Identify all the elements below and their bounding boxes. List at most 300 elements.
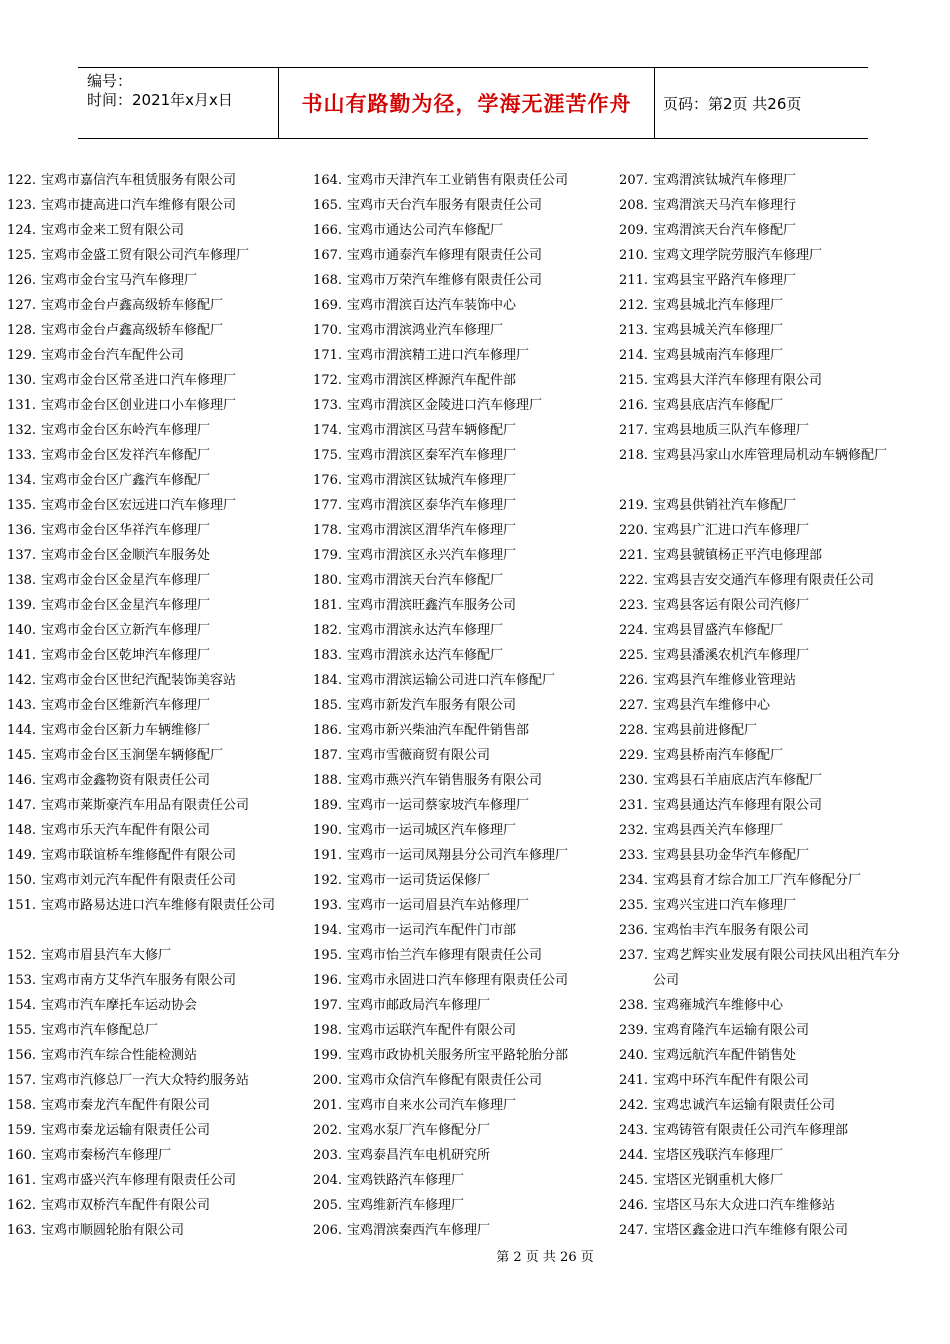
item-name: 宝鸡市一运司眉县汽车站修理厂 xyxy=(347,898,530,913)
list-column-1 xyxy=(0,168,300,1243)
list-item xyxy=(0,968,300,993)
item-number: 158. xyxy=(7,1098,36,1113)
item-number: 244. xyxy=(619,1148,648,1163)
item-number: 198. xyxy=(313,1023,342,1038)
item-name: 宝鸡市眉县汽车大修厂 xyxy=(41,948,172,963)
item-name: 宝鸡市金台区立新汽车修理厂 xyxy=(41,623,211,638)
item-name: 宝鸡县广汇进口汽车修理厂 xyxy=(653,523,810,538)
list-item xyxy=(612,443,942,493)
item-number: 213. xyxy=(619,323,648,338)
list-item xyxy=(306,1193,616,1218)
item-number: 185. xyxy=(313,698,342,713)
item-name: 宝鸡市雪薇商贸有限公司 xyxy=(347,748,491,763)
item-name: 宝鸡市渭滨区渭华汽车修理厂 xyxy=(347,523,517,538)
list-item xyxy=(0,293,300,318)
list-item xyxy=(0,218,300,243)
list-item xyxy=(306,218,616,243)
item-number: 179. xyxy=(313,548,342,563)
item-number: 188. xyxy=(313,773,342,788)
list-item xyxy=(306,743,616,768)
item-name: 宝鸡县城关汽车修理厂 xyxy=(653,323,784,338)
header-page-label: 页码：第2页 共26页 xyxy=(663,94,802,113)
item-number: 223. xyxy=(619,598,648,613)
item-name: 宝鸡市金来工贸有限公司 xyxy=(41,223,185,238)
item-number: 187. xyxy=(313,748,342,763)
item-name: 宝鸡市永固进口汽车修理有限责任公司 xyxy=(347,973,569,988)
item-name: 宝鸡市天台汽车服务有限责任公司 xyxy=(347,198,543,213)
list-item xyxy=(0,768,300,793)
list-item xyxy=(612,618,942,643)
item-number: 229. xyxy=(619,748,648,763)
list-item xyxy=(306,243,616,268)
item-number: 196. xyxy=(313,973,342,988)
item-name: 宝鸡县桥南汽车修配厂 xyxy=(653,748,784,763)
item-number: 225. xyxy=(619,648,648,663)
list-item xyxy=(612,168,942,193)
item-name: 宝鸡泰昌汽车电机研究所 xyxy=(347,1148,491,1163)
item-number: 214. xyxy=(619,348,648,363)
item-number: 134. xyxy=(7,473,36,488)
list-item xyxy=(612,1193,942,1218)
list-item xyxy=(0,718,300,743)
item-number: 148. xyxy=(7,823,36,838)
item-number: 129. xyxy=(7,348,36,363)
item-number: 135. xyxy=(7,498,36,513)
list-item xyxy=(0,1068,300,1093)
list-item xyxy=(306,1068,616,1093)
list-item xyxy=(612,418,942,443)
item-name: 宝鸡市金台区华祥汽车修理厂 xyxy=(41,523,211,538)
item-name: 宝鸡市金台区发祥汽车修配厂 xyxy=(41,448,211,463)
list-item xyxy=(0,518,300,543)
list-item xyxy=(612,393,942,418)
list-item xyxy=(0,618,300,643)
header-motto: 书山有路勤为径，学海无涯苦作舟 xyxy=(279,68,655,138)
item-number: 170. xyxy=(313,323,342,338)
item-name: 宝鸡中环汽车配件有限公司 xyxy=(653,1073,810,1088)
list-item xyxy=(612,668,942,693)
item-number: 192. xyxy=(313,873,342,888)
item-name: 宝鸡市盛兴汽车修理有限责任公司 xyxy=(41,1173,237,1188)
list-column-2 xyxy=(306,168,616,1243)
item-name: 宝鸡市金台区广鑫汽车修配厂 xyxy=(41,473,211,488)
list-item xyxy=(0,1143,300,1168)
item-name: 宝鸡渭滨天台汽车修配厂 xyxy=(653,223,797,238)
item-number: 138. xyxy=(7,573,36,588)
item-name: 宝鸡维新汽车修理厂 xyxy=(347,1198,465,1213)
list-item xyxy=(0,818,300,843)
item-number: 164. xyxy=(313,173,342,188)
list-item xyxy=(612,218,942,243)
item-name: 宝鸡市新发汽车服务有限公司 xyxy=(347,698,517,713)
item-name: 宝鸡市金盛工贸有限公司汽车修理厂 xyxy=(41,248,250,263)
list-item xyxy=(0,1168,300,1193)
list-item xyxy=(612,918,942,943)
item-number: 122. xyxy=(7,173,36,188)
list-item xyxy=(306,1093,616,1118)
item-number: 175. xyxy=(313,448,342,463)
item-name: 宝鸡市众信汽车修配有限责任公司 xyxy=(347,1073,543,1088)
item-name: 宝鸡县县功金华汽车修配厂 xyxy=(653,848,810,863)
item-number: 232. xyxy=(619,823,648,838)
item-number: 160. xyxy=(7,1148,36,1163)
item-number: 246. xyxy=(619,1198,648,1213)
item-name: 宝鸡市渭滨区马营车辆修配厂 xyxy=(347,423,517,438)
list-item xyxy=(0,643,300,668)
item-name: 宝鸡县冯家山水库管理局机动车辆修配厂 xyxy=(653,448,888,463)
item-number: 205. xyxy=(313,1198,342,1213)
item-name: 宝鸡县西关汽车修理厂 xyxy=(653,823,784,838)
list-item xyxy=(0,168,300,193)
list-item xyxy=(612,268,942,293)
list-item xyxy=(612,343,942,368)
list-item xyxy=(612,593,942,618)
item-name: 宝鸡雍城汽车维修中心 xyxy=(653,998,784,1013)
item-name: 宝鸡市政协机关服务所宝平路轮胎分部 xyxy=(347,1048,569,1063)
list-item xyxy=(306,893,616,918)
item-name: 宝鸡县地质三队汽车修理厂 xyxy=(653,423,810,438)
item-name: 宝鸡铁路汽车修理厂 xyxy=(347,1173,465,1188)
item-number: 183. xyxy=(313,648,342,663)
item-number: 139. xyxy=(7,598,36,613)
list-item xyxy=(0,593,300,618)
list-item xyxy=(612,293,942,318)
list-item xyxy=(0,1218,300,1243)
item-name: 宝鸡市新兴柴油汽车配件销售部 xyxy=(347,723,530,738)
item-name: 宝鸡市金台区维新汽车修理厂 xyxy=(41,698,211,713)
item-number: 168. xyxy=(313,273,342,288)
item-name: 宝鸡市一运司凤翔县分公司汽车修理厂 xyxy=(347,848,569,863)
item-name: 宝鸡市金台区常圣进口汽车修理厂 xyxy=(41,373,237,388)
item-name: 宝鸡渭滨天马汽车修理行 xyxy=(653,198,797,213)
item-number: 228. xyxy=(619,723,648,738)
item-number: 182. xyxy=(313,623,342,638)
item-name: 宝鸡市乐天汽车配件有限公司 xyxy=(41,823,211,838)
list-item xyxy=(0,443,300,468)
item-name: 宝鸡县大洋汽车修理有限公司 xyxy=(653,373,823,388)
list-item xyxy=(0,1018,300,1043)
list-item xyxy=(306,568,616,593)
item-name: 宝鸡文理学院劳服汽车修理厂 xyxy=(653,248,823,263)
item-name: 宝鸡市渭滨精工进口汽车修理厂 xyxy=(347,348,530,363)
list-item xyxy=(612,643,942,668)
item-number: 150. xyxy=(7,873,36,888)
item-number: 237. xyxy=(619,948,648,963)
item-number: 172. xyxy=(313,373,342,388)
item-name: 宝鸡市金台宝马汽车修理厂 xyxy=(41,273,198,288)
item-name: 宝鸡市自来水公司汽车修理厂 xyxy=(347,1098,517,1113)
item-number: 239. xyxy=(619,1023,648,1038)
list-item xyxy=(306,768,616,793)
list-item xyxy=(306,493,616,518)
item-name: 宝鸡市秦龙汽车配件有限公司 xyxy=(41,1098,211,1113)
item-name: 宝鸡市汽车摩托车运动协会 xyxy=(41,998,198,1013)
item-name: 宝鸡育隆汽车运输有限公司 xyxy=(653,1023,810,1038)
item-number: 197. xyxy=(313,998,342,1013)
item-name: 宝鸡县前进修配厂 xyxy=(653,723,758,738)
item-name: 宝鸡渭滨秦西汽车修理厂 xyxy=(347,1223,491,1238)
item-name: 宝鸡市顺圆轮胎有限公司 xyxy=(41,1223,185,1238)
item-number: 247. xyxy=(619,1223,648,1238)
item-name: 宝鸡市渭滨旺鑫汽车服务公司 xyxy=(347,598,517,613)
list-item xyxy=(306,1018,616,1043)
list-item xyxy=(612,1168,942,1193)
item-name: 宝鸡市金台区金星汽车修理厂 xyxy=(41,573,211,588)
list-item xyxy=(612,768,942,793)
item-name: 宝鸡市秦龙运输有限责任公司 xyxy=(41,1123,211,1138)
item-number: 233. xyxy=(619,848,648,863)
list-item xyxy=(612,1093,942,1118)
item-name: 宝鸡市金台汽车配件公司 xyxy=(41,348,185,363)
item-name: 宝鸡市汽车修配总厂 xyxy=(41,1023,159,1038)
item-name: 宝鸡市金台区乾坤汽车修理厂 xyxy=(41,648,211,663)
list-item xyxy=(306,918,616,943)
item-name: 宝鸡市金台区世纪汽配装饰美容站 xyxy=(41,673,237,688)
item-name: 宝鸡市一运司城区汽车修理厂 xyxy=(347,823,517,838)
item-number: 141. xyxy=(7,648,36,663)
list-item xyxy=(306,168,616,193)
item-number: 128. xyxy=(7,323,36,338)
item-name: 宝鸡市联谊桥车维修配件有限公司 xyxy=(41,848,237,863)
list-item xyxy=(306,468,616,493)
item-name: 宝鸡市通达公司汽车修配厂 xyxy=(347,223,504,238)
list-item xyxy=(612,868,942,893)
item-name: 宝鸡市渭滨区金陵进口汽车修理厂 xyxy=(347,398,543,413)
item-name: 宝鸡市怡兰汽车修理有限责任公司 xyxy=(347,948,543,963)
item-name: 宝鸡县客运有限公司汽修厂 xyxy=(653,598,810,613)
list-item xyxy=(306,843,616,868)
list-item xyxy=(306,668,616,693)
item-number: 154. xyxy=(7,998,36,1013)
number-label: 编号： xyxy=(87,72,133,90)
item-name: 宝鸡县虢镇杨正平汽电修理部 xyxy=(653,548,823,563)
item-name: 宝鸡市天津汽车工业销售有限责任公司 xyxy=(347,173,569,188)
item-number: 142. xyxy=(7,673,36,688)
item-name: 宝鸡市渭滨永达汽车修理厂 xyxy=(347,623,504,638)
item-name: 宝鸡市刘元汽车配件有限责任公司 xyxy=(41,873,237,888)
item-number: 124. xyxy=(7,223,36,238)
item-number: 200. xyxy=(313,1073,342,1088)
item-name: 宝鸡市运联汽车配件有限公司 xyxy=(347,1023,517,1038)
item-number: 184. xyxy=(313,673,342,688)
item-name: 宝鸡市汽修总厂一汽大众特约服务站 xyxy=(41,1073,250,1088)
list-item xyxy=(0,1043,300,1068)
list-item xyxy=(306,418,616,443)
item-number: 206. xyxy=(313,1223,342,1238)
item-number: 235. xyxy=(619,898,648,913)
item-number: 227. xyxy=(619,698,648,713)
item-number: 140. xyxy=(7,623,36,638)
item-name: 宝鸡市金台区玉涧堡车辆修配厂 xyxy=(41,748,224,763)
list-item xyxy=(0,693,300,718)
item-number: 226. xyxy=(619,673,648,688)
item-number: 222. xyxy=(619,573,648,588)
list-item xyxy=(306,818,616,843)
item-number: 147. xyxy=(7,798,36,813)
item-number: 241. xyxy=(619,1073,648,1088)
item-number: 199. xyxy=(313,1048,342,1063)
list-item xyxy=(306,693,616,718)
list-item xyxy=(0,1093,300,1118)
list-item xyxy=(306,293,616,318)
item-name: 宝鸡市万荣汽车维修有限责任公司 xyxy=(347,273,543,288)
item-name: 宝鸡县底店汽车修配厂 xyxy=(653,398,784,413)
list-item xyxy=(612,893,942,918)
item-number: 201. xyxy=(313,1098,342,1113)
item-name: 宝鸡铸管有限责任公司汽车修理部 xyxy=(653,1123,849,1138)
item-number: 125. xyxy=(7,248,36,263)
item-name: 宝鸡市渭滨运输公司进口汽车修配厂 xyxy=(347,673,556,688)
item-name: 宝鸡市金台卢鑫高级轿车修配厂 xyxy=(41,298,224,313)
item-name: 宝鸡市通泰汽车修理有限责任公司 xyxy=(347,248,543,263)
item-name: 宝鸡县冒盛汽车修配厂 xyxy=(653,623,784,638)
list-item xyxy=(306,443,616,468)
item-number: 194. xyxy=(313,923,342,938)
list-item xyxy=(306,518,616,543)
item-name: 宝鸡市金台区东岭汽车修理厂 xyxy=(41,423,211,438)
item-name: 宝鸡远航汽车配件销售处 xyxy=(653,1048,797,1063)
item-number: 186. xyxy=(313,723,342,738)
item-name: 宝鸡县城南汽车修理厂 xyxy=(653,348,784,363)
item-name: 宝鸡县潘溪农机汽车修理厂 xyxy=(653,648,810,663)
item-number: 145. xyxy=(7,748,36,763)
list-item xyxy=(612,568,942,593)
item-name: 宝鸡市金鑫物资有限责任公司 xyxy=(41,773,211,788)
item-number: 169. xyxy=(313,298,342,313)
list-item xyxy=(306,968,616,993)
item-name: 宝鸡市渭滨区钛城汽车修理厂 xyxy=(347,473,517,488)
page-header xyxy=(78,67,868,139)
item-name: 宝鸡市渭滨百达汽车装饰中心 xyxy=(347,298,517,313)
item-name: 宝鸡市渭滨天台汽车修配厂 xyxy=(347,573,504,588)
list-item xyxy=(0,468,300,493)
list-item xyxy=(612,1218,942,1243)
item-number: 238. xyxy=(619,998,648,1013)
item-name: 宝鸡怡丰汽车服务有限公司 xyxy=(653,923,810,938)
item-name: 宝塔区残联汽车修理厂 xyxy=(653,1148,784,1163)
list-item xyxy=(0,243,300,268)
list-item xyxy=(612,793,942,818)
item-number: 193. xyxy=(313,898,342,913)
item-number: 131. xyxy=(7,398,36,413)
item-name: 宝鸡市渭滨永达汽车修配厂 xyxy=(347,648,504,663)
list-item xyxy=(0,843,300,868)
list-item xyxy=(612,993,942,1018)
item-name: 宝鸡县育才综合加工厂汽车修配分厂 xyxy=(653,873,862,888)
item-name: 宝鸡市金台区创业进口小车修理厂 xyxy=(41,398,237,413)
item-number: 153. xyxy=(7,973,36,988)
list-item xyxy=(612,243,942,268)
item-name: 宝鸡县汽车维修业管理站 xyxy=(653,673,797,688)
item-number: 165. xyxy=(313,198,342,213)
item-number: 204. xyxy=(313,1173,342,1188)
item-name: 宝鸡县吉安交通汽车修理有限责任公司 xyxy=(653,573,875,588)
item-name: 宝鸡市金台区宏远进口汽车修理厂 xyxy=(41,498,237,513)
item-name: 宝鸡市金台区金星汽车修理厂 xyxy=(41,598,211,613)
item-number: 156. xyxy=(7,1048,36,1063)
list-item xyxy=(612,818,942,843)
list-item xyxy=(612,1143,942,1168)
list-item xyxy=(0,993,300,1018)
item-number: 166. xyxy=(313,223,342,238)
list-item xyxy=(306,618,616,643)
item-number: 217. xyxy=(619,423,648,438)
item-name: 宝鸡市渭滨区秦军汽车修理厂 xyxy=(347,448,517,463)
item-number: 161. xyxy=(7,1173,36,1188)
header-meta xyxy=(78,68,279,138)
list-item xyxy=(0,268,300,293)
item-number: 162. xyxy=(7,1198,36,1213)
list-item xyxy=(306,393,616,418)
list-item xyxy=(306,593,616,618)
list-item xyxy=(0,568,300,593)
item-name: 宝鸡市捷高进口汽车维修有限公司 xyxy=(41,198,237,213)
list-item xyxy=(612,943,942,993)
list-column-3 xyxy=(612,168,942,1243)
list-item xyxy=(612,368,942,393)
item-name: 宝鸡市渭滨区桦源汽车配件部 xyxy=(347,373,517,388)
item-number: 190. xyxy=(313,823,342,838)
item-number: 123. xyxy=(7,198,36,213)
list-item xyxy=(612,318,942,343)
item-number: 218. xyxy=(619,448,648,463)
time-label: 时间：2021年x月x日 xyxy=(87,91,233,109)
item-number: 210. xyxy=(619,248,648,263)
item-number: 149. xyxy=(7,848,36,863)
item-number: 207. xyxy=(619,173,648,188)
item-number: 137. xyxy=(7,548,36,563)
item-number: 215. xyxy=(619,373,648,388)
page-footer: 第 2 页 共 26 页 xyxy=(496,1250,594,1265)
item-number: 240. xyxy=(619,1048,648,1063)
list-item xyxy=(306,318,616,343)
list-item xyxy=(0,193,300,218)
item-name: 宝鸡市邮政局汽车修理厂 xyxy=(347,998,491,1013)
list-item xyxy=(306,1043,616,1068)
item-number: 143. xyxy=(7,698,36,713)
item-number: 230. xyxy=(619,773,648,788)
item-name: 宝鸡县供销社汽车修配厂 xyxy=(653,498,797,513)
list-item xyxy=(0,743,300,768)
list-item xyxy=(612,193,942,218)
item-name: 宝鸡渭滨钛城汽车修理厂 xyxy=(653,173,797,188)
list-item xyxy=(0,1193,300,1218)
item-name: 宝鸡县汽车维修中心 xyxy=(653,698,771,713)
item-name: 宝鸡市渭滨区永兴汽车修理厂 xyxy=(347,548,517,563)
item-name: 宝鸡市一运司汽车配件门市部 xyxy=(347,923,517,938)
list-item xyxy=(306,943,616,968)
list-item xyxy=(306,543,616,568)
list-item xyxy=(612,543,942,568)
item-number: 132. xyxy=(7,423,36,438)
item-name: 宝鸡市燕兴汽车销售服务有限公司 xyxy=(347,773,543,788)
list-item xyxy=(612,1043,942,1068)
item-name: 宝鸡市双桥汽车配件有限公司 xyxy=(41,1198,211,1213)
list-item xyxy=(0,1118,300,1143)
item-number: 152. xyxy=(7,948,36,963)
list-item xyxy=(0,368,300,393)
item-number: 243. xyxy=(619,1123,648,1138)
list-item xyxy=(306,368,616,393)
item-name: 宝鸡市一运司货运保修厂 xyxy=(347,873,491,888)
item-name: 宝鸡市金台卢鑫高级轿车修配厂 xyxy=(41,323,224,338)
list-item xyxy=(0,793,300,818)
list-item xyxy=(306,193,616,218)
item-number: 173. xyxy=(313,398,342,413)
list-item xyxy=(612,1018,942,1043)
item-number: 163. xyxy=(7,1223,36,1238)
list-item xyxy=(306,1143,616,1168)
